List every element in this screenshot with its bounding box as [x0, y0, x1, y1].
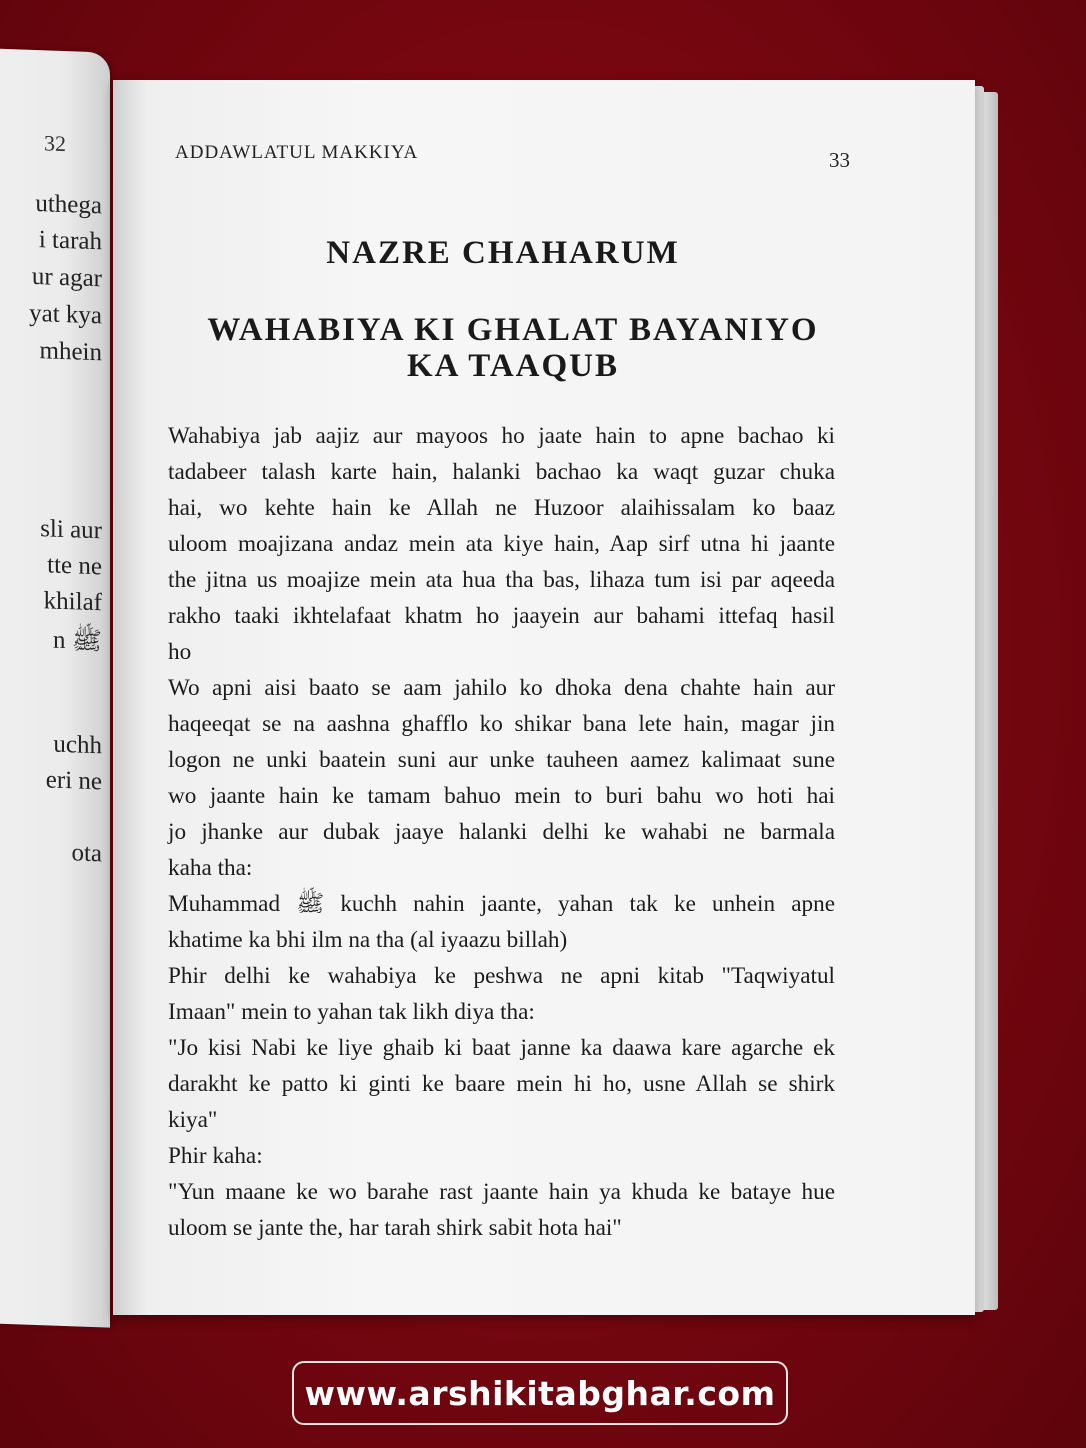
paragraph [168, 1138, 835, 1174]
text-line: tadabeer talash karte hain, halanki bachao ka waqt guzar chuka [168, 459, 835, 485]
paragraph [168, 1030, 835, 1138]
text-line: hai, wo kehte hain ke Allah ne Huzoor alaihissalam ko baaz [168, 495, 835, 521]
text-line: jo jhanke aur dubak jaaye halanki delhi ke wahabi ne barmala [168, 819, 835, 845]
text-line: kiya" [168, 1107, 218, 1133]
subtitle-line: WAHABIYA KI GHALAT BAYANIYO [207, 312, 819, 348]
text-line: uloom moajizana andaz mein ata kiye hain, Aap sirf utna hi jaante [168, 531, 835, 557]
left-page-fragment: i tarah [38, 226, 102, 256]
left-page-fragment: uthega [35, 190, 102, 220]
text-line: darakht ke patto ki ginti ke baare mein hi ho, usne Allah se shirk [168, 1071, 835, 1097]
paragraph [168, 1174, 835, 1246]
left-page [0, 47, 110, 1327]
text-line: logon ne unki baatein suni aur unke tauheen aamez kalimaat sune [168, 747, 835, 773]
paragraph [168, 418, 835, 670]
left-page-fragment: ur agar [31, 262, 102, 293]
chapter-subtitle [113, 312, 913, 384]
text-line: khatime ka bhi ilm na tha (al iyaazu billah) [168, 927, 568, 953]
left-page-fragment: tte ne [47, 551, 102, 581]
text-line: uloom se jante the, har tarah shirk sabit hota hai" [168, 1215, 622, 1241]
body-text [168, 418, 835, 1246]
left-page-number: 32 [44, 130, 66, 157]
paragraph [168, 670, 835, 886]
website-url-badge: www.arshikitabghar.com [292, 1361, 788, 1425]
text-line: Phir delhi ke wahabiya ke peshwa ne apni kitab "Taqwiyatul [168, 963, 835, 989]
left-page-fragment: n ﷺ [53, 626, 102, 656]
paragraph [168, 958, 835, 1030]
text-line: "Yun maane ke wo barahe rast jaante hain ya khuda ke bataye hue [168, 1179, 835, 1205]
left-page-fragment: sli aur [40, 515, 102, 545]
text-line: Phir kaha: [168, 1143, 263, 1169]
left-page-fragment: yat kya [29, 299, 102, 330]
text-line: ho [168, 639, 192, 665]
text-line: Muhammad ﷺ kuchh nahin jaante, yahan tak ke unhein apne [168, 891, 835, 917]
text-line: "Jo kisi Nabi ke liye ghaib ki baat janne ka daawa kare agarche ek [168, 1035, 835, 1061]
left-page-fragment: khilaf [43, 587, 102, 617]
running-header: ADDAWLATUL MAKKIYA [175, 142, 419, 163]
left-page-fragment: mhein [39, 337, 102, 367]
left-page-fragment: eri ne [45, 766, 102, 796]
text-line: Wo apni aisi baato se aam jahilo ko dhoka dena chahte hain aur [168, 675, 835, 701]
text-line: Imaan" mein to yahan tak likh diya tha: [168, 999, 535, 1025]
paragraph [168, 886, 835, 958]
text-line: the jitna us moajize mein ata hua tha bas, lihaza tum isi par aqeeda [168, 567, 835, 593]
subtitle-line: KA TAAQUB [406, 348, 620, 384]
text-line: haqeeqat se na aashna ghafflo ko shikar bana lete hain, magar jin [168, 711, 835, 737]
chapter-title: NAZRE CHAHARUM [326, 235, 680, 271]
text-line: rakho taaki ikhtelafaat khatm ho jaayein aur bahami ittefaq hasil [168, 603, 835, 629]
text-line: wo jaante hain ke tamam bahuo mein to buri bahu wo hoti hai [168, 783, 835, 809]
left-page-fragment: uchh [53, 730, 102, 760]
left-page-fragment: ota [71, 839, 102, 868]
page-number: 33 [829, 148, 850, 172]
text-line: kaha tha: [168, 855, 253, 881]
right-page [113, 80, 975, 1315]
text-line: Wahabiya jab aajiz aur mayoos ho jaate hain to apne bachao ki [168, 423, 835, 449]
